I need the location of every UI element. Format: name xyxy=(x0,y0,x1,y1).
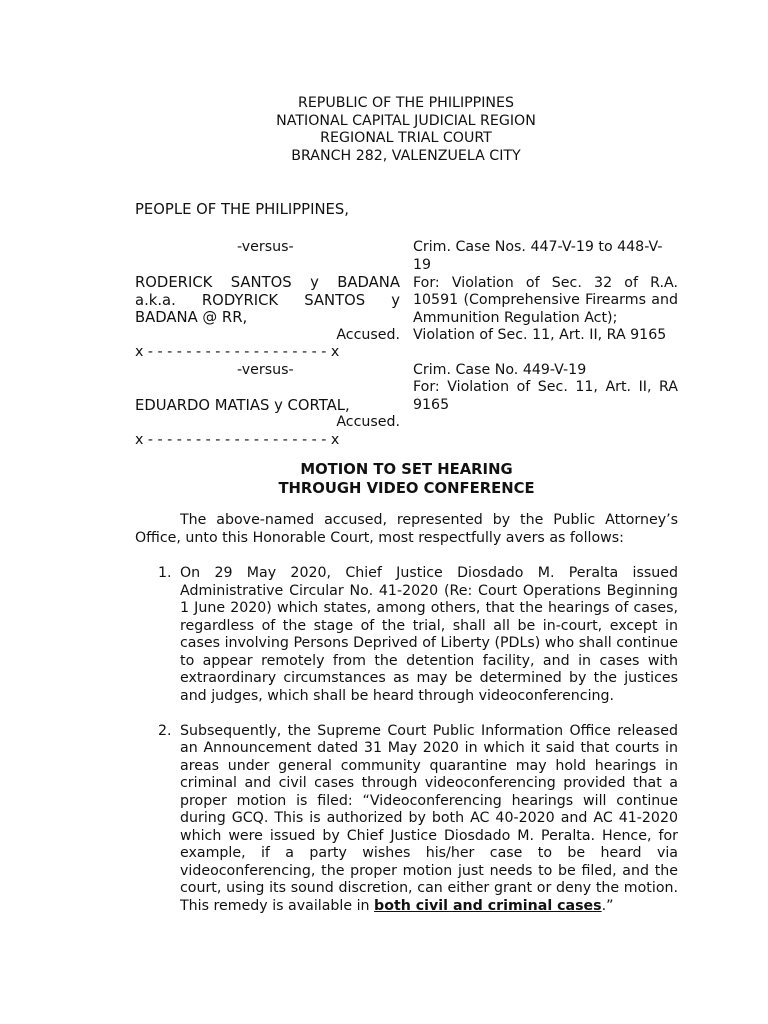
case-1-description-2: Violation of Sec. 11, Art. II, RA 9165 xyxy=(413,327,667,343)
case-1-description: For: Violation of Sec. 32 of R.A. 10591 (Comprehensive Firearms and Ammunition Regulation Act); xyxy=(413,274,678,326)
motion-body xyxy=(135,512,678,915)
list-item-2-emphasis: both civil and criminal cases xyxy=(374,897,602,914)
case-1-number: Crim. Case Nos. 447-V-19 to 448-V- xyxy=(413,239,663,255)
list-item-2 xyxy=(135,723,678,916)
case-1-number-cont: 19 xyxy=(413,256,432,273)
list-item-2-number: 2. xyxy=(158,722,172,739)
motion-title-line1: MOTION TO SET HEARING xyxy=(300,461,513,478)
list-item-2-text: Subsequently, the Supreme Court Public Information Office released an Announcement dated 31 May 2020 in which it said that courts in areas under general community quarantine may hold hearings in criminal and civil cases through videoconferencing provided that a proper motion is filed: “Videoconferencing hearings will continue during GCQ. This is authorized by both AC 40-2020 and AC 41-2020 which were issued by Chief Justice Diosdado M. Peralta. Hence, for example, if a party wishes his/her case to be heard via videoconferencing, the proper motion just needs to be filed, and the court, using its sound discretion, can either grant or deny the motion. This remedy is available in xyxy=(180,722,678,914)
accused-1-name-line2: a.k.a. RODYRICK SANTOS y xyxy=(135,291,400,309)
accused-label-2: Accused. xyxy=(336,414,400,430)
header-branch: BRANCH 282, VALENZUELA CITY xyxy=(291,147,521,164)
case-row-2 xyxy=(135,362,678,450)
caption-separator-2: x - - - - - - - - - - - - - - - - - - - x xyxy=(135,431,340,448)
motion-title-line2: THROUGH VIDEO CONFERENCE xyxy=(278,480,535,497)
caption-left-2 xyxy=(135,362,400,450)
list-item-1-number: 1. xyxy=(158,565,172,581)
accused-2-name: EDUARDO MATIAS y CORTAL, xyxy=(135,396,350,414)
caption-right-2 xyxy=(413,362,678,450)
list-item-2-end: .” xyxy=(601,897,614,914)
accused-1-name-line1: RODERICK SANTOS y BADANA xyxy=(135,274,400,291)
case-caption xyxy=(135,201,678,449)
versus-label: -versus- xyxy=(237,239,294,255)
header-judicial-region: NATIONAL CAPITAL JUDICIAL REGION xyxy=(276,112,536,129)
versus-label-2: -versus- xyxy=(237,361,294,378)
list-item-1 xyxy=(135,565,678,705)
motion-title xyxy=(135,460,678,498)
caption-right-1 xyxy=(413,239,678,362)
accused-1-name-line3: BADANA @ RR, xyxy=(135,309,248,326)
court-header xyxy=(200,95,612,165)
accused-label-1: Accused. xyxy=(336,326,400,343)
case-2-number: Crim. Case No. 449-V-19 xyxy=(413,361,587,378)
header-republic: REPUBLIC OF THE PHILIPPINES xyxy=(297,95,515,111)
case-row-1 xyxy=(135,239,678,362)
case-2-description: For: Violation of Sec. 11, Art. II, RA 9165 xyxy=(413,379,678,413)
list-item-1-text: On 29 May 2020, Chief Justice Diosdado M. Peralta issued Administrative Circular No. 41-2020 (Re: Court Operations Beginning 1 June 2020) which states, among others, that the hearings of cases, regardless of the stage of the trial, shall all be in-court, except in cases involving Persons Deprived of Liberty (PDLs) who shall continue to appear remotely from the detention facility, and in cases with extraordinary circumstances as may be determined by the justices and judges, which shall be heard through videoconferencing. xyxy=(180,565,678,704)
caption-separator-1: x - - - - - - - - - - - - - - - - - - - x xyxy=(135,344,340,360)
plaintiff: PEOPLE OF THE PHILIPPINES, xyxy=(135,201,349,218)
numbered-list xyxy=(135,565,678,915)
header-court: REGIONAL TRIAL COURT xyxy=(320,130,492,146)
intro-paragraph: The above-named accused, represented by the Public Attorney’s Office, unto this Honorable Court, most respectfully avers as follows: xyxy=(135,512,678,546)
caption-left-1 xyxy=(135,239,400,362)
